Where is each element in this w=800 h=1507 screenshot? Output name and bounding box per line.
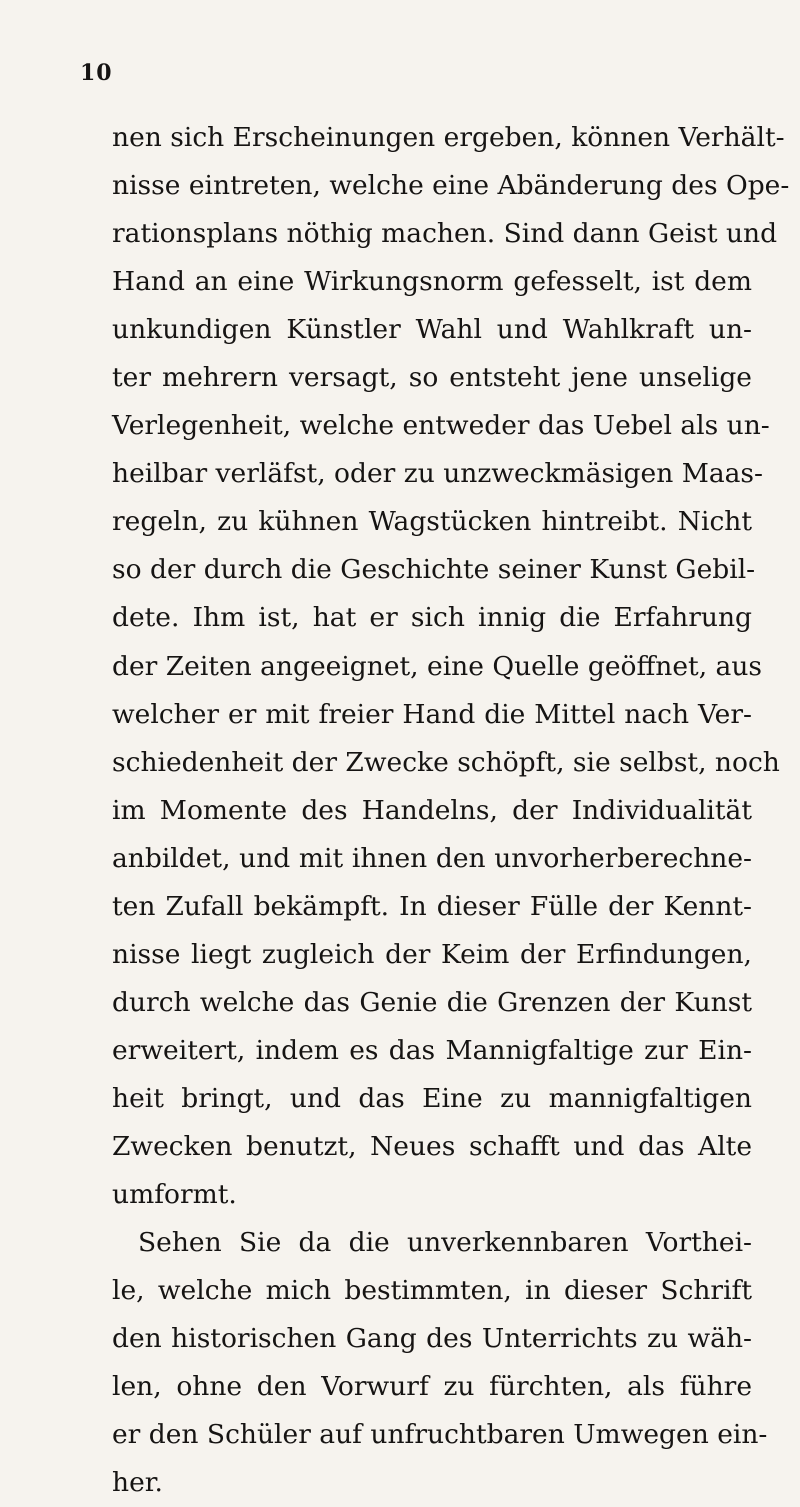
text-line: heilbar verläfst, oder zu unzweckmäsigen Maas- <box>112 458 763 490</box>
text-line: ter mehrern versagt, so entsteht jene unselige <box>112 362 752 394</box>
text-line: unkundigen Künstler Wahl und Wahlkraft un- <box>112 314 752 346</box>
text-line: nen sich Erscheinungen ergeben, können Verhält- <box>112 122 785 153</box>
text-line: schiedenheit der Zwecke schöpft, sie selbst, noch <box>112 746 780 778</box>
text-line: le, welche mich bestimmten, in dieser Schrift <box>112 1275 752 1307</box>
text-line: len, ohne den Vorwurf zu fürchten, als führe <box>112 1371 752 1403</box>
text-line: Zwecken benutzt, Neues schafft und das Alte <box>112 1130 752 1162</box>
text-line: heit bringt, und das Eine zu mannigfaltigen <box>112 1082 752 1114</box>
text-line: durch welche das Genie die Grenzen der Kunst <box>112 986 752 1018</box>
text-line: rationsplans nöthig machen. Sind dann Geist und <box>112 218 778 250</box>
text-line: welcher er mit freier Hand die Mittel nach Ver- <box>112 698 752 730</box>
text-line: dete. Ihm ist, hat er sich innig die Erfahrung <box>112 602 752 634</box>
text-line: er den Schüler auf unfruchtbaren Umwegen ein- <box>112 1419 768 1451</box>
text-line: nisse liegt zugleich der Keim der Erfindungen, <box>112 938 752 970</box>
text-line: Hand an eine Wirkungsnorm gefesselt, ist dem <box>112 266 752 298</box>
paragraph-end-line: umformt. <box>112 1179 237 1211</box>
page-number: 10 <box>80 60 113 86</box>
body-text <box>112 114 790 1507</box>
text-line: der Zeiten angeeignet, eine Quelle geöffnet, aus <box>112 650 763 682</box>
text-line: anbildet, und mit ihnen den unvorherberechne- <box>112 842 752 874</box>
text-line: Verlegenheit, welche entweder das Uebel als un- <box>112 410 770 442</box>
text-line: ten Zufall bekämpft. In dieser Fülle der Kennt- <box>112 890 752 922</box>
text-line: im Momente des Handelns, der Individualität <box>112 794 752 826</box>
text-line: so der durch die Geschichte seiner Kunst Gebil- <box>112 554 756 586</box>
paragraph-end-line: her. <box>112 1467 163 1499</box>
text-line: erweitert, indem es das Mannigfaltige zur Ein- <box>112 1034 752 1066</box>
text-line: regeln, zu kühnen Wagstücken hintreibt. Nicht <box>112 506 752 538</box>
text-line: nisse eintreten, welche eine Abänderung des Ope- <box>112 170 790 202</box>
paragraph-start-line: Sehen Sie da die unverkennbaren Vorthei- <box>138 1227 752 1259</box>
text-line: den historischen Gang des Unterrichts zu wäh- <box>112 1323 752 1355</box>
